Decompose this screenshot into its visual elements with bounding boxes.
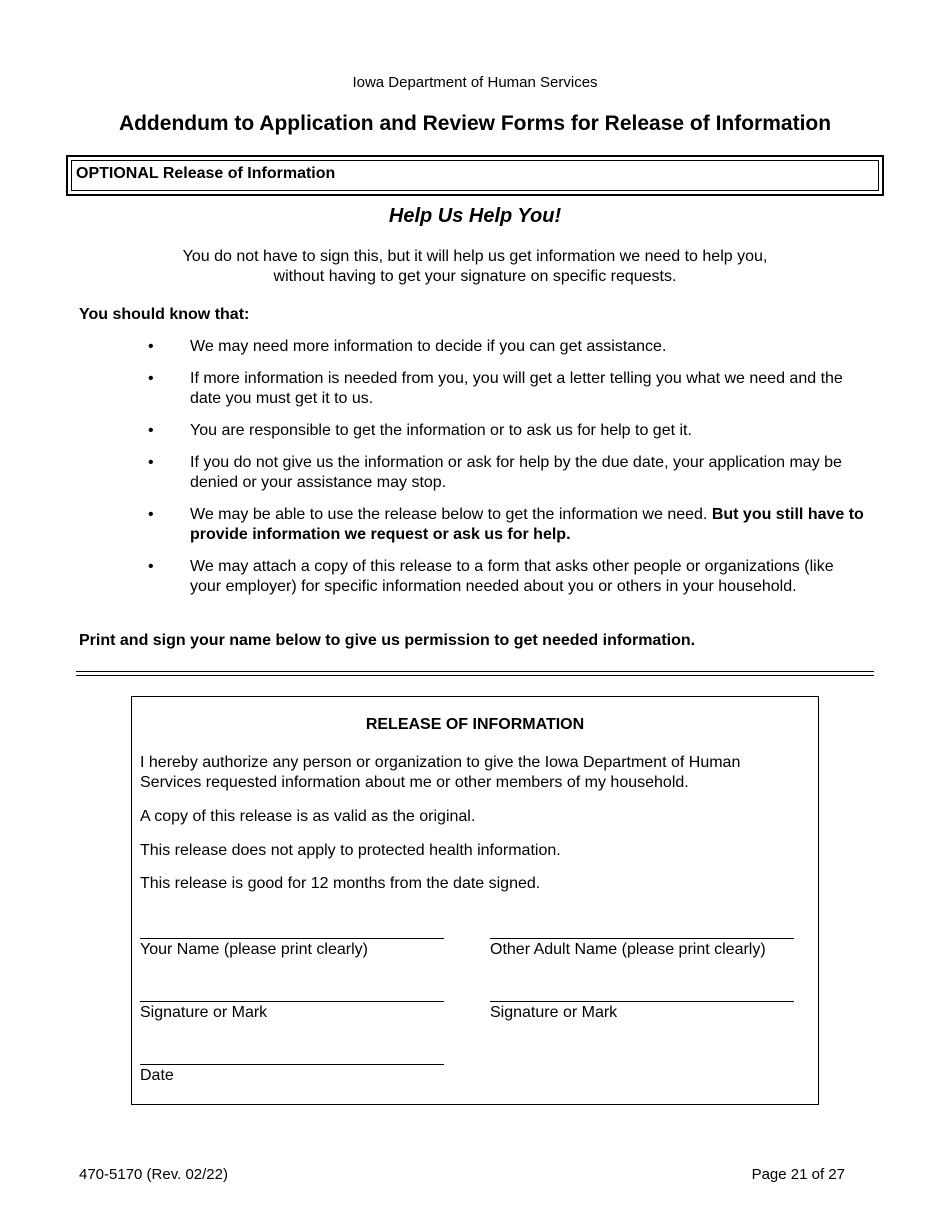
your-signature-label: Signature or Mark <box>140 1004 268 1021</box>
bullet-icon: • <box>148 454 154 471</box>
bullet-text: If more information is needed from you, you will get a letter telling you what we need and the date you must get it to us. <box>190 370 843 407</box>
bullet-text: We may attach a copy of this release to a form that asks other people or organizations (like your employer) for specific information needed about you or others in your household. <box>190 558 834 595</box>
date-field[interactable] <box>140 1064 444 1065</box>
list-item <box>148 557 868 597</box>
bullet-text: We may be able to use the release below to get the information we need. <box>190 506 708 523</box>
release-copy-valid-text: A copy of this release is as valid as the original. <box>140 808 476 825</box>
list-item <box>148 505 868 545</box>
your-name-field[interactable] <box>140 938 444 939</box>
document-title: Addendum to Application and Review Forms for Release of Information <box>118 112 832 135</box>
other-adult-signature-field[interactable] <box>490 1001 794 1002</box>
list-item <box>148 337 868 357</box>
other-adult-name-label: Other Adult Name (please print clearly) <box>490 941 766 958</box>
your-signature-field[interactable] <box>140 1001 444 1002</box>
intro-text <box>0 247 950 287</box>
release-authorization-text: I hereby authorize any person or organization to give the Iowa Department of Human Services requested information about me or other members of my household. <box>140 754 741 791</box>
bullet-text: If you do not give us the information or ask for help by the due date, your application may be denied or your assistance may stop. <box>190 454 842 491</box>
info-bullet-list <box>148 337 868 609</box>
release-phi-text: This release does not apply to protected health information. <box>140 842 561 859</box>
form-number: 470-5170 (Rev. 02/22) <box>79 1166 228 1183</box>
list-item <box>148 421 868 441</box>
bullet-text: We may need more information to decide if you can get assistance. <box>190 338 667 355</box>
bullet-text: You are responsible to get the information or to ask us for help to get it. <box>190 422 692 439</box>
bullet-icon: • <box>148 370 154 387</box>
bullet-icon: • <box>148 338 154 355</box>
list-item <box>148 453 868 493</box>
bullet-icon: • <box>148 558 154 575</box>
intro-line-1: You do not have to sign this, but it will help us get information we need to help you, <box>182 248 768 265</box>
section-divider-top <box>76 671 874 672</box>
bullet-icon: • <box>148 506 154 523</box>
release-title: RELEASE OF INFORMATION <box>365 716 585 733</box>
other-adult-name-field[interactable] <box>490 938 794 939</box>
page-number: Page 21 of 27 <box>751 1166 845 1183</box>
intro-line-2: without having to get your signature on specific requests. <box>273 268 677 285</box>
know-heading: You should know that: <box>79 306 250 323</box>
agency-name: Iowa Department of Human Services <box>352 74 598 91</box>
optional-release-label: OPTIONAL Release of Information <box>76 165 336 182</box>
other-adult-signature-label: Signature or Mark <box>490 1004 618 1021</box>
help-heading: Help Us Help You! <box>388 205 562 227</box>
optional-release-box <box>66 155 884 196</box>
print-sign-instruction: Print and sign your name below to give us permission to get needed information. <box>79 632 696 649</box>
bullet-bold-text: But you still have to provide information we request or ask us for help. <box>190 506 864 543</box>
section-divider-bottom <box>76 675 874 676</box>
date-label: Date <box>140 1067 174 1084</box>
your-name-label: Your Name (please print clearly) <box>140 941 368 958</box>
release-duration-text: This release is good for 12 months from the date signed. <box>140 875 541 892</box>
bullet-icon: • <box>148 422 154 439</box>
list-item <box>148 369 868 409</box>
